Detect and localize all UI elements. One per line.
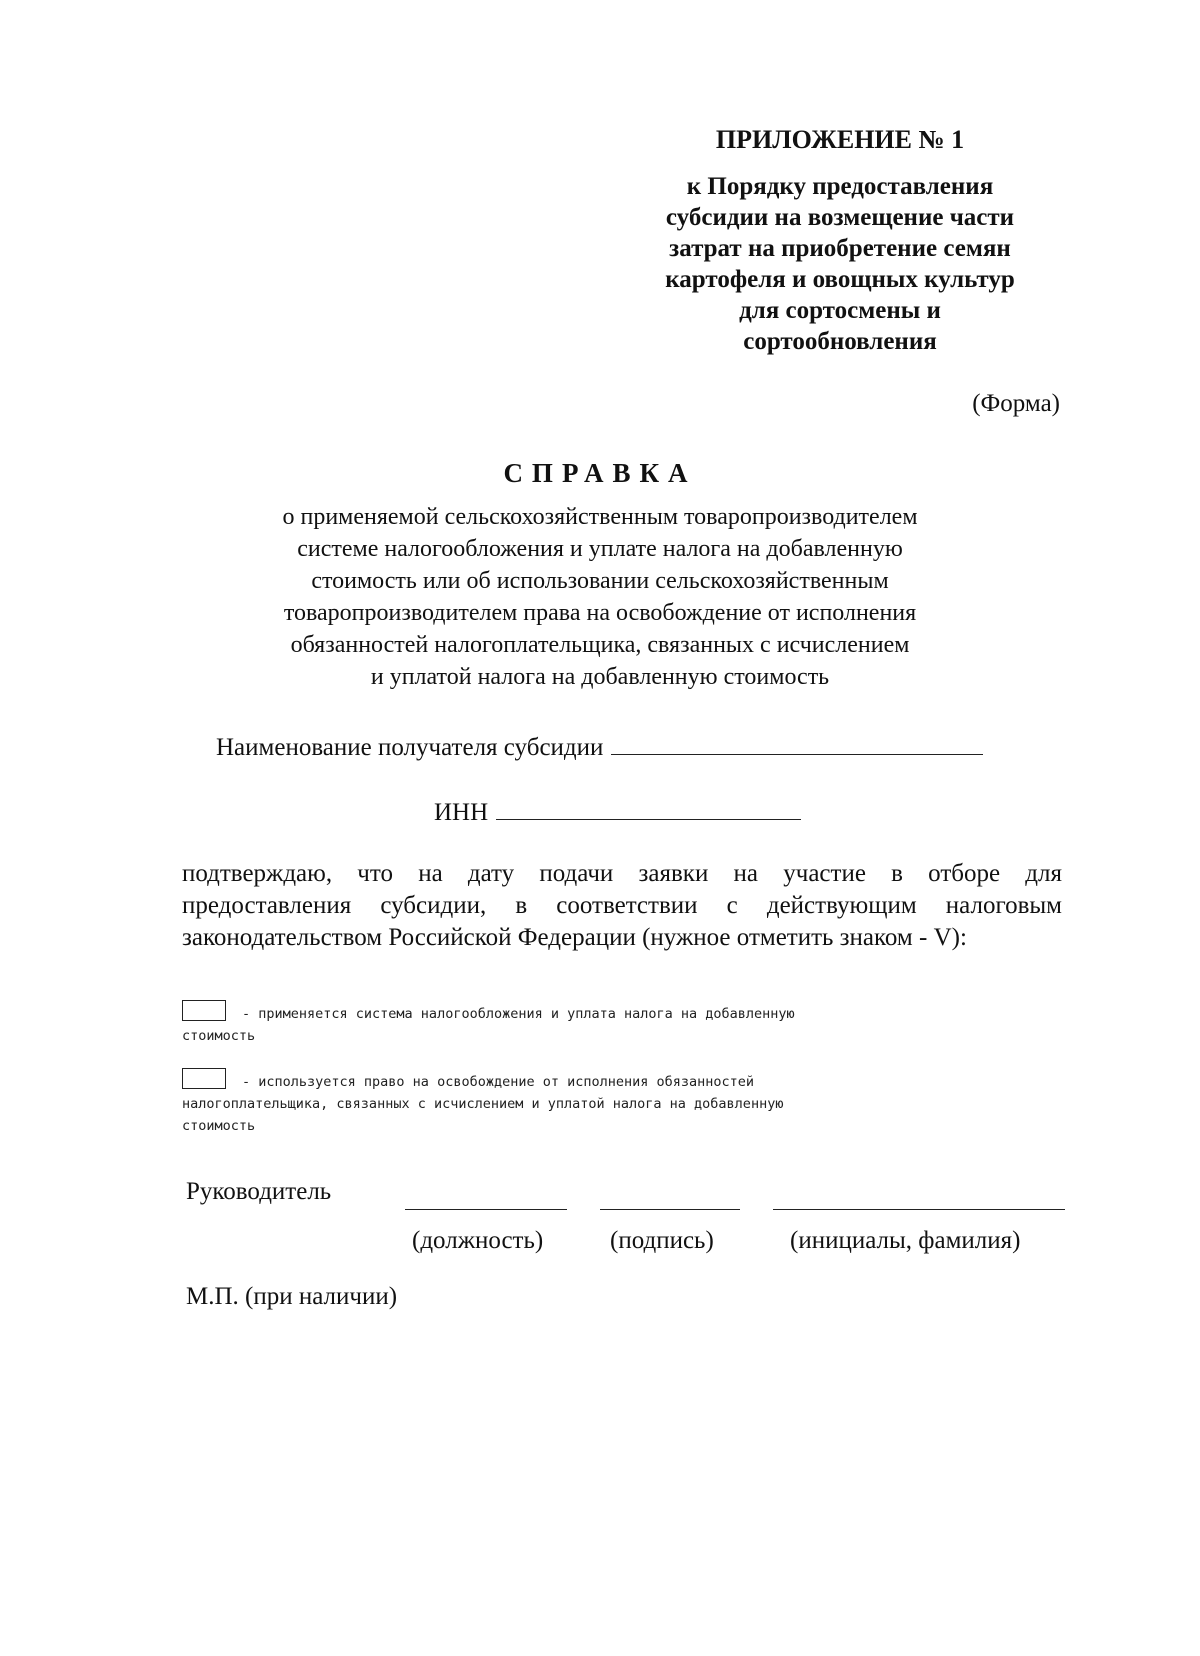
option-vat-exemption <box>182 1068 988 1137</box>
inn-field[interactable] <box>496 795 801 820</box>
appendix-line: для сортосмены и <box>739 297 941 324</box>
appendix-line: к Порядку предоставления <box>686 173 994 200</box>
appendix-line: субсидии на возмещение части <box>665 204 1015 231</box>
confirmation-line: подтверждаю, что на дату подачи заявки на участие в отборе для <box>182 860 1062 887</box>
subtitle-line: обязанностей налогоплательщика, связанных с исчислением <box>290 632 910 658</box>
document-subtitle <box>150 501 1050 693</box>
option-text-line: стоимость <box>182 1028 256 1044</box>
signature-caption: (подпись) <box>610 1227 714 1254</box>
option-text-line: налогоплательщика, связанных с исчислением и уплатой налога на добавленную <box>182 1096 784 1112</box>
head-label: Руководитель <box>186 1178 332 1205</box>
inn-row <box>434 795 801 827</box>
option-vat-system <box>182 1000 988 1047</box>
recipient-name-row <box>216 730 983 762</box>
appendix-line: затрат на приобретение семян <box>669 235 1011 262</box>
confirmation-line: законодательством Российской Федерации (нужное отметить знаком - V): <box>182 924 967 951</box>
stamp-label: М.П. (при наличии) <box>186 1283 398 1310</box>
confirmation-text <box>182 858 1062 954</box>
name-field[interactable] <box>773 1209 1065 1210</box>
option-text-line: стоимость <box>182 1118 256 1134</box>
inn-label: ИНН <box>434 799 489 826</box>
appendix-line: картофеля и овощных культур <box>665 266 1015 293</box>
recipient-name-field[interactable] <box>611 730 983 755</box>
appendix-line: сортообновления <box>743 328 937 355</box>
option-text-line: - применяется система налогообложения и уплата налога на добавленную <box>242 1006 795 1022</box>
recipient-name-label: Наименование получателя субсидии <box>216 734 604 761</box>
confirmation-line: предоставления субсидии, в соответствии с действующим налоговым <box>182 892 1062 919</box>
document-title: СПРАВКА <box>503 458 697 488</box>
position-field[interactable] <box>405 1209 567 1210</box>
subtitle-line: стоимость или об использовании сельскохозяйственным <box>311 568 889 594</box>
subtitle-line: о применяемой сельскохозяйственным товаропроизводителем <box>282 504 918 530</box>
signature-field[interactable] <box>600 1209 740 1210</box>
form-label: (Форма) <box>972 390 1060 417</box>
option-vat-exemption-checkbox[interactable] <box>182 1068 226 1089</box>
subtitle-line: системе налогообложения и уплате налога на добавленную <box>297 536 903 562</box>
option-text-line: - используется право на освобождение от исполнения обязанностей <box>242 1074 755 1090</box>
appendix-header <box>620 124 1060 357</box>
appendix-title: ПРИЛОЖЕНИЕ № 1 <box>715 125 965 154</box>
name-caption: (инициалы, фамилия) <box>790 1227 1021 1254</box>
position-caption: (должность) <box>412 1227 544 1254</box>
subtitle-line: и уплатой налога на добавленную стоимость <box>370 664 830 690</box>
option-vat-system-checkbox[interactable] <box>182 1000 226 1021</box>
subtitle-line: товаропроизводителем права на освобождение от исполнения <box>283 600 917 626</box>
